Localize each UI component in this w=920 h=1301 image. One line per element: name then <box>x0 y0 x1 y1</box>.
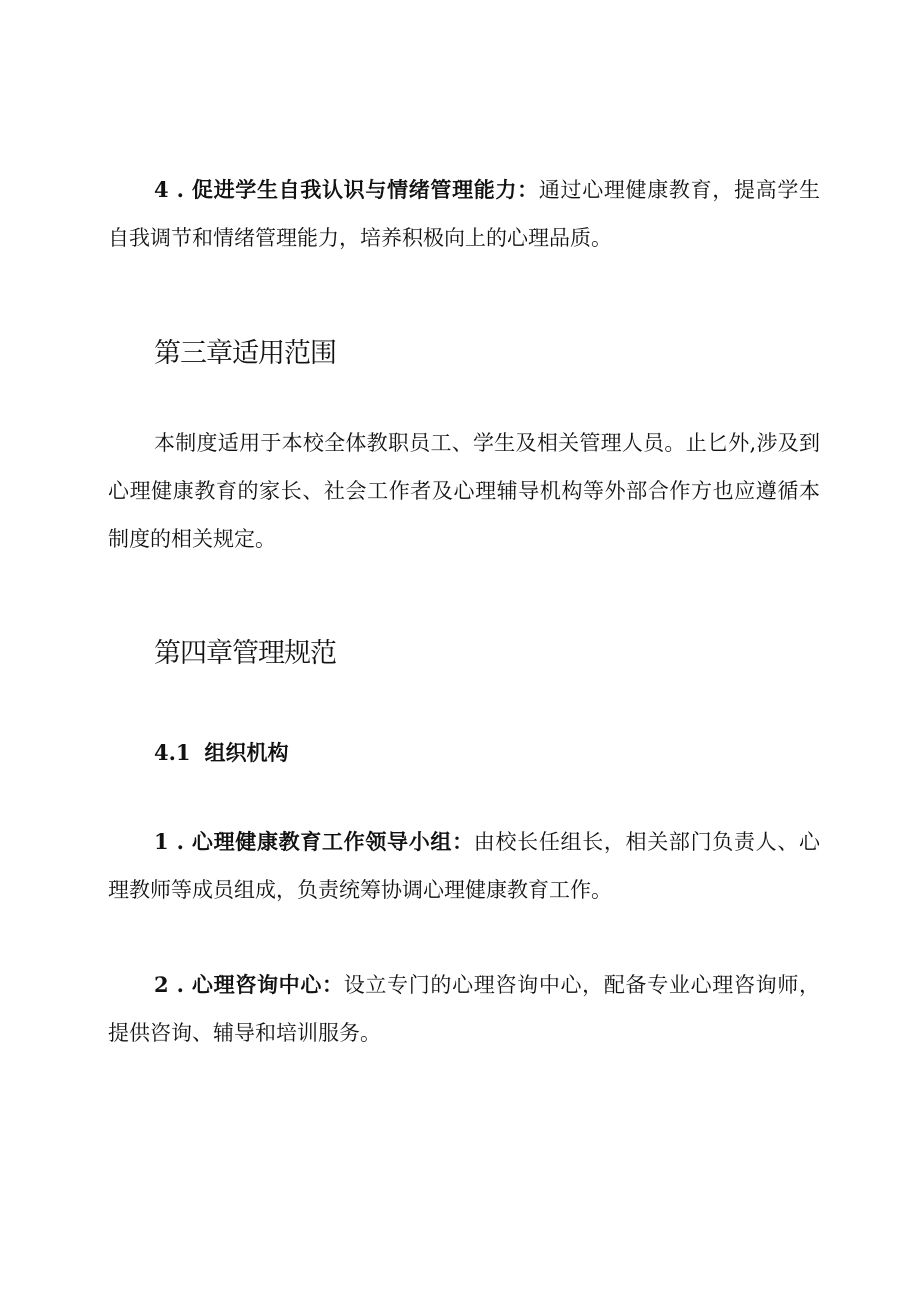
list-item-text: 通过心理健康教育，提高学生自我调节和情绪管理能力，培养积极向上的心理品质。 <box>108 178 821 250</box>
section-number: 4.1 <box>154 740 191 765</box>
chapter-3-title: 第三章适用范围 <box>154 338 336 369</box>
list-item-1 <box>108 818 820 914</box>
section-title: 组织机构 <box>204 740 289 765</box>
list-item-4 <box>108 166 820 262</box>
list-item-2 <box>108 961 820 1057</box>
chapter-3-body: 本制度适用于本校全体教职员工、学生及相关管理人员。止匕外,涉及到心理健康教育的家长、社会工作者及心理辅导机构等外部合作方也应遵循本制度的相关规定。 <box>108 431 820 551</box>
chapter-4-title: 第四章管理规范 <box>154 638 336 669</box>
list-item-label: 1 . 心理健康教育工作领导小组： <box>154 829 474 854</box>
list-item-text: 由校长任组长，相关部门负责人、心理教师等成员组成，负责统筹协调心理健康教育工作。 <box>108 830 821 902</box>
section-4-1-heading <box>154 737 289 767</box>
list-item-label: 2 . 心理咨询中心： <box>154 972 344 997</box>
list-item-text: 设立专门的心理咨询中心，配备专业心理咨询师，提供咨询、辅导和培训服务。 <box>108 973 821 1045</box>
list-item-label: 4 . 促进学生自我认识与情绪管理能力： <box>154 177 539 202</box>
